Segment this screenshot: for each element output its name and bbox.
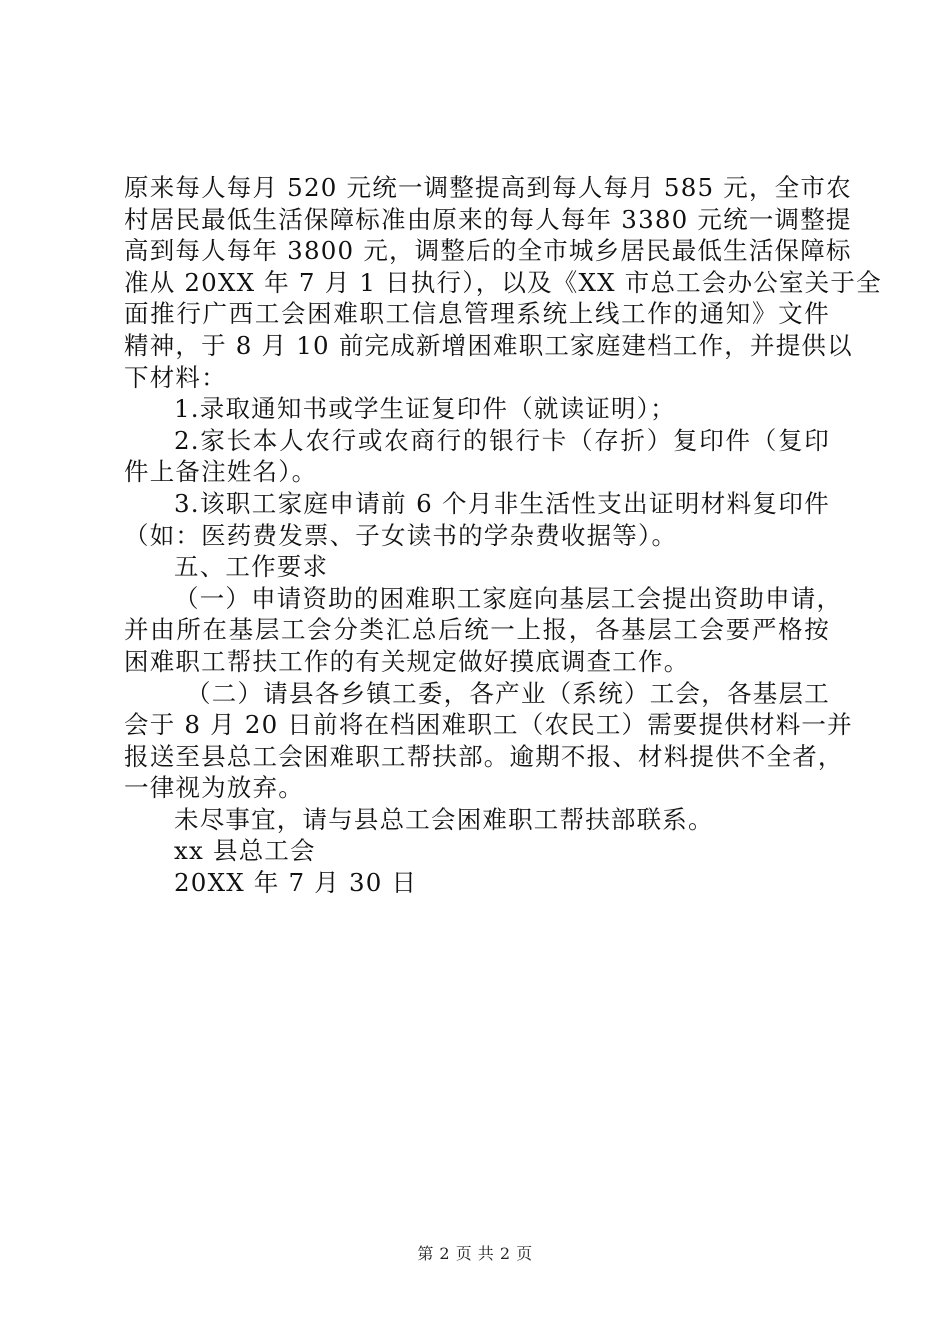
- document-line: 2.家长本人农行或农商行的银行卡（存折）复印件（复印: [174, 425, 830, 455]
- document-line: 会于 8 月 20 日前将在档困难职工（农民工）需要提供材料一并: [124, 710, 853, 740]
- document-line: 准从 20XX 年 7 月 1 日执行），以及《XX 市总工会办公室关于全: [124, 267, 882, 297]
- document-line: （如：医药费发票、子女读书的学杂费收据等）。: [124, 520, 678, 550]
- document-line: 面推行广西工会困难职工信息管理系统上线工作的通知》文件: [124, 299, 830, 329]
- document-line: 1.录取通知书或学生证复印件（就读证明）；: [174, 394, 676, 424]
- document-line: （一）申请资助的困难职工家庭向基层工会提出资助申请，: [174, 583, 843, 613]
- document-line: （二）请县各乡镇工委，各产业（系统）工会，各基层工: [186, 678, 830, 708]
- page-footer: 第 2 页 共 2 页: [417, 1244, 533, 1263]
- document-line: 精神，于 8 月 10 前完成新增困难职工家庭建档工作，并提供以: [124, 330, 853, 360]
- document-line: 村居民最低生活保障标准由原来的每人每年 3380 元统一调整提: [124, 204, 852, 234]
- document-line: 3.该职工家庭申请前 6 个月非生活性支出证明材料复印件: [174, 488, 830, 518]
- document-line: 并由所在基层工会分类汇总后统一上报，各基层工会要严格按: [124, 615, 830, 645]
- document-line: 一律视为放弃。: [124, 773, 304, 803]
- document-line: 五、工作要求: [174, 552, 329, 582]
- document-line: 报送至县总工会困难职工帮扶部。逾期不报、材料提供不全者，: [124, 741, 844, 771]
- document-line: 困难职工帮扶工作的有关规定做好摸底调查工作。: [124, 646, 690, 676]
- document-line: 下材料：: [124, 362, 227, 392]
- document-line: 高到每人每年 3800 元，调整后的全市城乡居民最低生活保障标: [124, 236, 852, 266]
- document-body: [124, 172, 882, 899]
- document-line: 原来每人每月 520 元统一调整提高到每人每月 585 元，全市农: [124, 173, 852, 202]
- document-line: 未尽事宜，请与县总工会困难职工帮扶部联系。: [174, 804, 714, 834]
- document-line: xx 县总工会: [174, 836, 316, 866]
- document-line: 件上备注姓名）。: [124, 457, 318, 487]
- document-line: 20XX 年 7 月 30 日: [174, 868, 418, 898]
